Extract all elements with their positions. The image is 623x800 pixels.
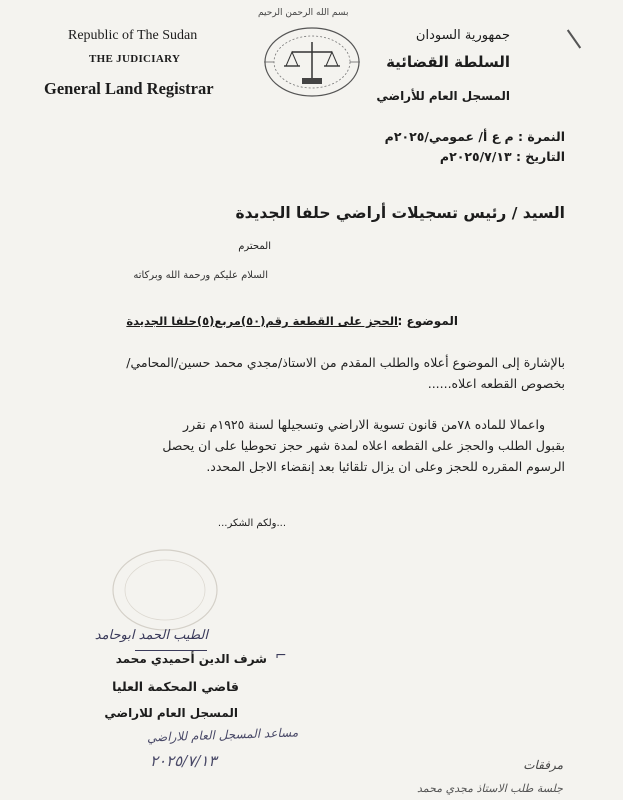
signature-tick-icon: ⌐: [275, 648, 287, 664]
recipient-honorific: المحترم: [238, 241, 271, 252]
handwritten-note-line: مساعد المسجل العام للاراضي: [146, 725, 299, 745]
reference-date: التاريخ : ٢٠٢٥/٧/١٣م: [439, 149, 565, 164]
basmala: بسم الله الرحمن الرحيم: [258, 8, 349, 18]
greeting: السلام عليكم ورحمة الله وبركاته: [133, 270, 268, 281]
recipient-title: السيد / رئيس تسجيلات أراضي حلفا الجديدة: [235, 204, 565, 222]
paragraph-decision-line: الرسوم المقرره للحجز وعلى ان يزال تلقائيا بعد إنقضاء الاجل المحدد.: [206, 459, 565, 474]
closing-thanks: ...ولكم الشكر...: [217, 518, 286, 529]
paragraph-decision: [57, 414, 565, 477]
letterhead-en-judiciary: THE JUDICIARY: [89, 53, 181, 65]
paragraph-reference: [57, 352, 565, 394]
attachments-label: مرفقات: [523, 758, 563, 772]
judiciary-emblem-icon: [262, 26, 362, 98]
faint-stamp-ring: [110, 545, 220, 635]
signer-title: قاضي المحكمة العليا: [112, 679, 239, 694]
subject-label: الموضوع :: [397, 314, 458, 328]
paragraph-reference-line: بخصوص القطعه اعلاه......: [427, 376, 565, 391]
signer-name: شرف الدين أحميدي محمد: [115, 652, 267, 666]
letterhead-ar-republic: جمهورية السودان: [415, 28, 510, 43]
corner-pen-mark: [567, 29, 581, 48]
handwritten-signature: الطيب الحمد ابوحامد: [94, 628, 208, 643]
attachments-line: جلسة طلب الاستاذ مجدي محمد: [417, 782, 563, 795]
signer-office: المسجل العام للاراضي: [104, 706, 238, 720]
paragraph-decision-line: بقبول الطلب والحجز على القطعه اعلاه لمدة شهر حجز تحوطيا على ان يحصل: [162, 438, 565, 453]
signature-underline: [135, 650, 207, 651]
letterhead-en-republic: Republic of The Sudan: [68, 28, 198, 43]
letterhead-ar-judiciary: السلطة القضائية: [386, 53, 510, 71]
paragraph-decision-line: واعمالا للماده ٧٨من قانون تسوية الاراضي وتسجيلها لسنة ١٩٢٥م نقرر: [183, 417, 545, 432]
handwritten-note-date: ٢٠٢٥/٧/١٣: [150, 752, 217, 770]
reference-number: النمرة : م ع أ/ عمومي/٢٠٢٥م: [384, 129, 565, 144]
letterhead-ar-registrar: المسجل العام للأراضي: [376, 89, 510, 103]
paragraph-reference-line: بالإشارة إلى الموضوع أعلاه والطلب المقدم من الاستاذ/مجدي محمد حسين/المحامي/: [126, 355, 565, 370]
subject-text: الحجز على القطعة رقم(٥٠)مربع(٥)حلفا الجديدة: [126, 314, 398, 328]
letterhead-en-registrar: General Land Registrar: [44, 79, 214, 98]
